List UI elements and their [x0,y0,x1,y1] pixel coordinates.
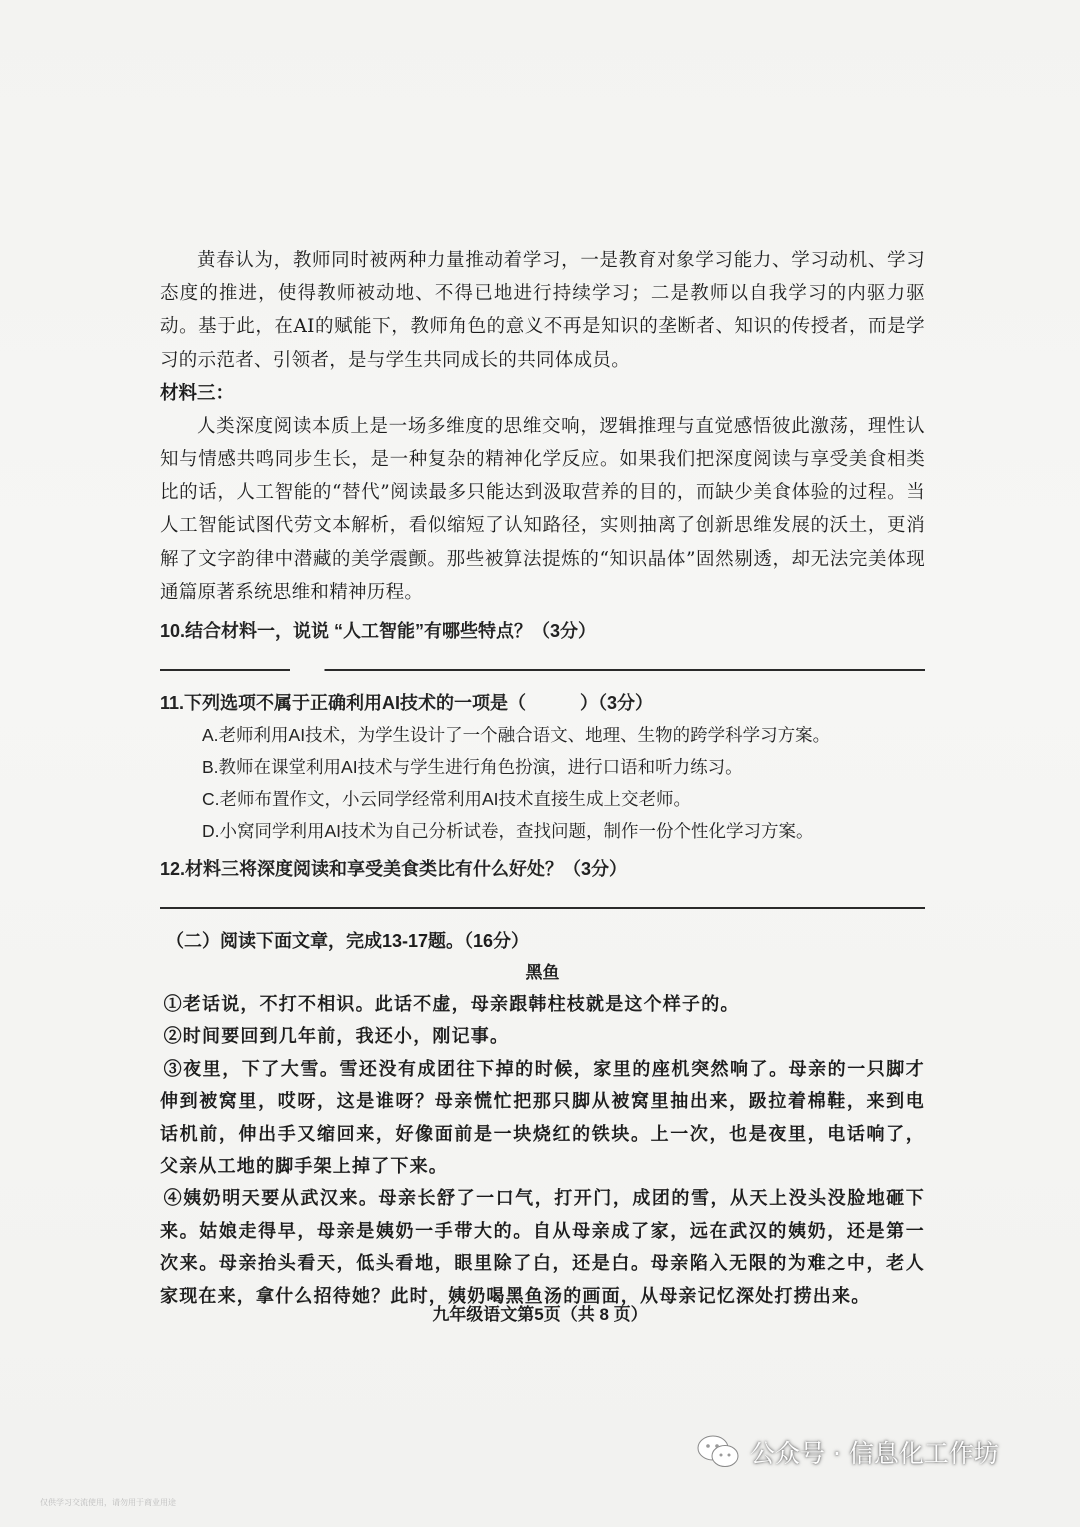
watermark [696,1432,999,1472]
answer-line-q12[interactable] [160,907,925,909]
material3-paragraph: 人类深度阅读本质上是一场多维度的思维交响，逻辑推理与直觉感悟彼此激荡，理性认知与情感共鸣同步生长，是一种复杂的精神化学反应。如果我们把深度阅读与享受美食相类比的话，人工智能的“替代”阅读最多只能达到汲取营养的目的，而缺少美食体验的过程。当人工智能试图代劳文本解析，看似缩短了认知路径，实则抽离了创新思维发展的沃土，更消解了文字韵律中潜藏的美学震颤。那些被算法提炼的“知识晶体”固然剔透，却无法完美体现通篇原著系统思维和精神历程。 [160,415,925,603]
article-paragraph-1: ①老话说，不打不相识。此话不虚，母亲跟韩柱枝就是这个样子的。 [163,994,740,1016]
answer-line-q10[interactable] [160,669,925,671]
question-11-option-d[interactable]: D.小窝同学利用AI技术为自己分析试卷，查找问题，制作一份个性化学习方案。 [202,821,814,842]
question-11-option-b[interactable]: B.教师在课堂利用AI技术与学生进行角色扮演，进行口语和听力练习。 [202,757,743,778]
article-title: 黑鱼 [525,963,560,984]
article-paragraph-4: ④姨奶明天要从武汉来。母亲长舒了一口气，打开门，成团的雪，从天上没头没脸地砸下来。姑娘走得早，母亲是姨奶一手带大的。自从母亲成了家，远在武汉的姨奶，还是第一次来。母亲抬头看天，低头看地，眼里除了白，还是白。母亲陷入无限的为难之中，老人家现在来，拿什么招待她？此时，姨奶喝黑鱼汤的画面，从母亲记忆深处打捞出来。 [160,1188,925,1307]
page-footer: 九年级语文第5页（共 8 页） [432,1305,648,1324]
question-10: 10.结合材料一，说说 “人工智能”有哪些特点？（3分） [160,621,597,642]
article-paragraph-2: ②时间要回到几年前，我还小，刚记事。 [163,1026,510,1048]
question-11-stem: 11.下列选项不属于正确利用AI技术的一项是（ ）（3分） [160,693,654,714]
fine-print: 仅供学习交流使用，请勿用于商业用途 [40,1498,176,1507]
page-content [160,244,925,1313]
material3-heading: 材料三： [160,382,235,404]
watermark-label: 公众号 · 信息化工作坊 [750,1439,999,1468]
question-12: 12.材料三将深度阅读和享受美食类比有什么好处？（3分） [160,859,628,880]
question-11-option-a[interactable]: A.老师利用AI技术，为学生设计了一个融合语文、地理、生物的跨学科学习方案。 [202,725,831,746]
wechat-icon [696,1434,740,1470]
article-paragraph-3: ③夜里，下了大雪。雪还没有成团往下掉的时候，家里的座机突然响了。母亲的一只脚才伸到被窝里，哎呀，这是谁呀？母亲慌忙把那只脚从被窝里抽出来，趿拉着棉鞋，来到电话机前，伸出手又缩回来，好像面前是一块烧红的铁块。上一次，也是夜里，电话响了，父亲从工地的脚手架上掉了下来。 [160,1058,925,1178]
section-2-heading: （二）阅读下面文章，完成13-17题。（16分） [166,931,530,952]
question-11-option-c[interactable]: C.老师布置作文，小云同学经常利用AI技术直接生成上交老师。 [202,789,692,810]
material2-closing-paragraph: 黄春认为，教师同时被两种力量推动着学习，一是教育对象学习能力、学习动机、学习态度的推进，使得教师被动地、不得已地进行持续学习；二是教师以自我学习的内驱力驱动。基于此，在AI的赋能下，教师角色的意义不再是知识的垄断者、知识的传授者，而是学习的示范者、引领者，是与学生共同成长的共同体成员。 [160,250,925,371]
